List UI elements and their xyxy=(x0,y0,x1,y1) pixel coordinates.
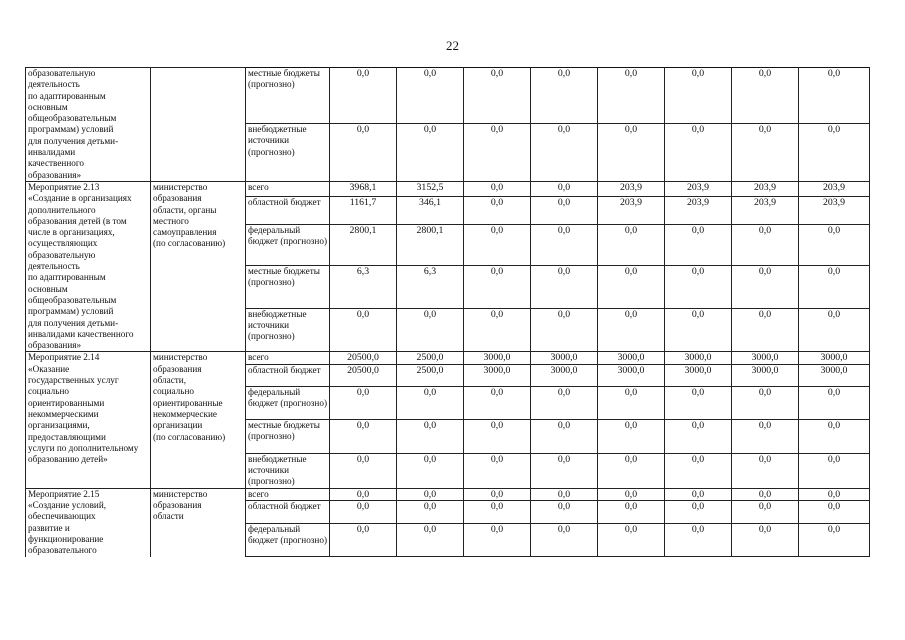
value-cell: 0,0 xyxy=(732,488,799,500)
table-row xyxy=(26,68,870,124)
funding-source-cell: местные бюджеты (прогнозно) xyxy=(246,68,330,124)
measure-title-cell xyxy=(26,181,151,351)
measure-title-line: Мероприятие 2.15 xyxy=(28,488,100,499)
value-cell: 0,0 xyxy=(330,453,397,488)
measure-title-line: Мероприятие 2.14 xyxy=(28,352,100,363)
value-cell: 0,0 xyxy=(732,68,799,124)
measure-title-line: программам) условий xyxy=(28,306,114,317)
value-cell: 0,0 xyxy=(330,386,397,419)
value-cell: 0,0 xyxy=(665,224,732,265)
value-cell: 3000,0 xyxy=(464,364,531,386)
measure-title-line: осуществляющих xyxy=(28,238,98,249)
value-cell: 3000,0 xyxy=(799,352,870,364)
value-cell: 0,0 xyxy=(665,124,732,182)
value-cell: 0,0 xyxy=(799,224,870,265)
value-cell: 0,0 xyxy=(665,386,732,419)
executor-line: образования xyxy=(153,500,202,511)
value-cell: 0,0 xyxy=(598,308,665,352)
executor-cell xyxy=(151,352,246,488)
table-row xyxy=(26,181,870,196)
executor-cell xyxy=(151,68,246,182)
measure-title-line: ориентированными xyxy=(28,397,105,408)
executor-line: (по согласованию) xyxy=(153,431,226,442)
measure-title-line: образования» xyxy=(28,169,82,180)
measure-title-line: функционирование xyxy=(28,533,104,544)
value-cell: 0,0 xyxy=(799,523,870,557)
value-cell: 0,0 xyxy=(330,523,397,557)
executor-line: ориентированные xyxy=(153,397,223,408)
value-cell: 0,0 xyxy=(732,386,799,419)
measure-title-line: качественного xyxy=(28,158,84,169)
value-cell: 6,3 xyxy=(397,266,464,309)
value-cell: 3968,1 xyxy=(330,181,397,196)
executor-line: образования xyxy=(153,193,202,204)
value-cell: 346,1 xyxy=(397,197,464,225)
funding-source-cell: федеральный бюджет (прогнозно) xyxy=(246,523,330,557)
value-cell: 0,0 xyxy=(799,124,870,182)
measure-title-line: «Создание условий, xyxy=(28,500,107,511)
value-cell: 0,0 xyxy=(598,419,665,453)
measure-title-line: образовательную xyxy=(28,249,96,260)
value-cell: 0,0 xyxy=(531,453,598,488)
value-cell: 3000,0 xyxy=(665,364,732,386)
value-cell: 0,0 xyxy=(799,488,870,500)
executor-line: некоммерческие xyxy=(153,408,217,419)
executor-line: министерство xyxy=(153,488,208,499)
value-cell: 0,0 xyxy=(732,308,799,352)
value-cell: 0,0 xyxy=(732,124,799,182)
measure-title-line: социально xyxy=(28,386,69,397)
measure-title-line: «Оказание xyxy=(28,363,70,374)
value-cell: 2800,1 xyxy=(397,224,464,265)
value-cell: 0,0 xyxy=(598,224,665,265)
funding-source-cell: внебюджетные источники (прогнозно) xyxy=(246,124,330,182)
value-cell: 0,0 xyxy=(397,124,464,182)
value-cell: 3152,5 xyxy=(397,181,464,196)
value-cell: 0,0 xyxy=(330,419,397,453)
measure-title-line: образования детей (в том xyxy=(28,215,127,226)
value-cell: 0,0 xyxy=(464,197,531,225)
value-cell: 0,0 xyxy=(330,488,397,500)
value-cell: 0,0 xyxy=(330,308,397,352)
value-cell: 203,9 xyxy=(665,197,732,225)
budget-table xyxy=(25,67,870,557)
measure-title-line: дополнительного xyxy=(28,204,96,215)
value-cell: 0,0 xyxy=(464,501,531,523)
value-cell: 0,0 xyxy=(397,308,464,352)
value-cell: 3000,0 xyxy=(598,352,665,364)
value-cell: 0,0 xyxy=(598,266,665,309)
value-cell: 3000,0 xyxy=(464,352,531,364)
value-cell: 0,0 xyxy=(464,453,531,488)
funding-source-cell: областной бюджет xyxy=(246,501,330,523)
funding-source-cell: федеральный бюджет (прогнозно) xyxy=(246,224,330,265)
value-cell: 0,0 xyxy=(464,523,531,557)
value-cell: 0,0 xyxy=(531,124,598,182)
measure-title-cell xyxy=(26,488,151,556)
value-cell: 0,0 xyxy=(665,308,732,352)
value-cell: 0,0 xyxy=(598,501,665,523)
value-cell: 0,0 xyxy=(464,68,531,124)
value-cell: 0,0 xyxy=(464,488,531,500)
value-cell: 203,9 xyxy=(799,181,870,196)
value-cell: 6,3 xyxy=(330,266,397,309)
measure-title-line: общеобразовательным xyxy=(28,294,117,305)
value-cell: 0,0 xyxy=(531,501,598,523)
value-cell: 2800,1 xyxy=(330,224,397,265)
value-cell: 0,0 xyxy=(799,501,870,523)
value-cell: 0,0 xyxy=(531,308,598,352)
value-cell: 0,0 xyxy=(598,523,665,557)
executor-line: местного xyxy=(153,215,189,226)
value-cell: 0,0 xyxy=(799,453,870,488)
executor-line: (по согласованию) xyxy=(153,238,226,249)
funding-source-cell: всего xyxy=(246,181,330,196)
value-cell: 0,0 xyxy=(732,419,799,453)
executor-line: области, xyxy=(153,375,187,386)
funding-source-cell: областной бюджет xyxy=(246,197,330,225)
value-cell: 0,0 xyxy=(732,266,799,309)
value-cell: 0,0 xyxy=(464,266,531,309)
measure-title-cell xyxy=(26,352,151,488)
measure-title-line: инвалидами качественного xyxy=(28,328,134,339)
executor-cell xyxy=(151,488,246,556)
funding-source-cell: местные бюджеты (прогнозно) xyxy=(246,419,330,453)
value-cell: 0,0 xyxy=(531,266,598,309)
measure-title-line: услуги по дополнительному xyxy=(28,442,139,453)
executor-line: министерство xyxy=(153,181,208,192)
value-cell: 0,0 xyxy=(397,386,464,419)
measure-title-line: образовательную xyxy=(28,68,96,78)
value-cell: 0,0 xyxy=(464,124,531,182)
value-cell: 0,0 xyxy=(330,68,397,124)
value-cell: 0,0 xyxy=(397,419,464,453)
measure-title-line: деятельность xyxy=(28,261,80,272)
value-cell: 0,0 xyxy=(665,419,732,453)
measure-title-line: деятельность xyxy=(28,79,80,90)
value-cell: 20500,0 xyxy=(330,364,397,386)
value-cell: 0,0 xyxy=(665,488,732,500)
measure-title-line: по адаптированным xyxy=(28,272,106,283)
value-cell: 2500,0 xyxy=(397,352,464,364)
executor-line: образования xyxy=(153,363,202,374)
value-cell: 0,0 xyxy=(732,224,799,265)
measure-title-line: государственных услуг xyxy=(28,375,119,386)
value-cell: 0,0 xyxy=(665,523,732,557)
measure-title-line: по адаптированным xyxy=(28,90,106,101)
value-cell: 20500,0 xyxy=(330,352,397,364)
funding-source-cell: областной бюджет xyxy=(246,364,330,386)
measure-title-line: «Создание в организациях xyxy=(28,193,132,204)
value-cell: 0,0 xyxy=(464,224,531,265)
value-cell: 3000,0 xyxy=(531,352,598,364)
measure-title-line: образовательного xyxy=(28,545,97,556)
measure-title-line: образования» xyxy=(28,340,82,351)
executor-line: области xyxy=(153,511,184,522)
value-cell: 0,0 xyxy=(531,386,598,419)
measure-title-line: обеспечивающих xyxy=(28,511,96,522)
funding-source-cell: всего xyxy=(246,352,330,364)
value-cell: 0,0 xyxy=(397,523,464,557)
value-cell: 0,0 xyxy=(732,501,799,523)
measure-title-line: развитие и xyxy=(28,522,70,533)
value-cell: 0,0 xyxy=(665,68,732,124)
value-cell: 0,0 xyxy=(598,68,665,124)
funding-source-cell: местные бюджеты (прогнозно) xyxy=(246,266,330,309)
measure-title-line: основным xyxy=(28,283,68,294)
measure-title-line: числе в организациях, xyxy=(28,227,115,238)
value-cell: 0,0 xyxy=(531,488,598,500)
value-cell: 0,0 xyxy=(799,419,870,453)
measure-title-line: Мероприятие 2.13 xyxy=(28,181,100,192)
measure-title-line: образованию детей» xyxy=(28,454,108,465)
executor-line: социально xyxy=(153,386,194,397)
measure-title-line: инвалидами xyxy=(28,147,76,158)
value-cell: 3000,0 xyxy=(665,352,732,364)
value-cell: 0,0 xyxy=(464,181,531,196)
executor-line: самоуправления xyxy=(153,227,217,238)
executor-line: министерство xyxy=(153,352,208,363)
value-cell: 0,0 xyxy=(464,419,531,453)
value-cell: 3000,0 xyxy=(732,352,799,364)
value-cell: 0,0 xyxy=(598,386,665,419)
value-cell: 0,0 xyxy=(799,386,870,419)
value-cell: 0,0 xyxy=(598,488,665,500)
value-cell: 203,9 xyxy=(799,197,870,225)
value-cell: 0,0 xyxy=(397,453,464,488)
measure-title-line: организациями, xyxy=(28,420,90,431)
value-cell: 203,9 xyxy=(732,181,799,196)
funding-source-cell: внебюджетные источники (прогнозно) xyxy=(246,453,330,488)
value-cell: 0,0 xyxy=(330,124,397,182)
measure-title-line: программам) условий xyxy=(28,124,114,135)
value-cell: 203,9 xyxy=(665,181,732,196)
value-cell: 0,0 xyxy=(464,308,531,352)
value-cell: 0,0 xyxy=(531,523,598,557)
funding-source-cell: федеральный бюджет (прогнозно) xyxy=(246,386,330,419)
value-cell: 0,0 xyxy=(397,501,464,523)
measure-title-line: для получения детьми- xyxy=(28,317,119,328)
executor-cell xyxy=(151,181,246,351)
measure-title-cell xyxy=(26,68,151,182)
value-cell: 1161,7 xyxy=(330,197,397,225)
funding-source-cell: всего xyxy=(246,488,330,500)
value-cell: 0,0 xyxy=(732,523,799,557)
funding-source-cell: внебюджетные источники (прогнозно) xyxy=(246,308,330,352)
value-cell: 0,0 xyxy=(799,266,870,309)
value-cell: 0,0 xyxy=(531,419,598,453)
value-cell: 0,0 xyxy=(665,501,732,523)
executor-line: организации xyxy=(153,420,203,431)
executor-line: области, органы xyxy=(153,204,217,215)
value-cell: 0,0 xyxy=(598,124,665,182)
page-number: 22 xyxy=(446,38,459,53)
table-row xyxy=(26,352,870,364)
value-cell: 0,0 xyxy=(598,453,665,488)
value-cell: 0,0 xyxy=(464,386,531,419)
measure-title-line: для получения детьми- xyxy=(28,135,119,146)
table-row xyxy=(26,488,870,500)
value-cell: 2500,0 xyxy=(397,364,464,386)
value-cell: 0,0 xyxy=(397,488,464,500)
value-cell: 0,0 xyxy=(799,68,870,124)
value-cell: 0,0 xyxy=(665,453,732,488)
value-cell: 0,0 xyxy=(397,68,464,124)
measure-title-line: некоммерческими xyxy=(28,408,99,419)
value-cell: 0,0 xyxy=(531,68,598,124)
value-cell: 0,0 xyxy=(330,501,397,523)
value-cell: 0,0 xyxy=(531,197,598,225)
value-cell: 0,0 xyxy=(665,266,732,309)
value-cell: 3000,0 xyxy=(531,364,598,386)
measure-title-line: предоставляющими xyxy=(28,431,106,442)
value-cell: 0,0 xyxy=(531,181,598,196)
value-cell: 203,9 xyxy=(598,197,665,225)
measure-title-line: общеобразовательным xyxy=(28,113,117,124)
value-cell: 3000,0 xyxy=(799,364,870,386)
value-cell: 0,0 xyxy=(799,308,870,352)
value-cell: 3000,0 xyxy=(598,364,665,386)
value-cell: 203,9 xyxy=(598,181,665,196)
value-cell: 3000,0 xyxy=(732,364,799,386)
value-cell: 0,0 xyxy=(531,224,598,265)
value-cell: 203,9 xyxy=(732,197,799,225)
value-cell: 0,0 xyxy=(732,453,799,488)
measure-title-line: основным xyxy=(28,101,68,112)
